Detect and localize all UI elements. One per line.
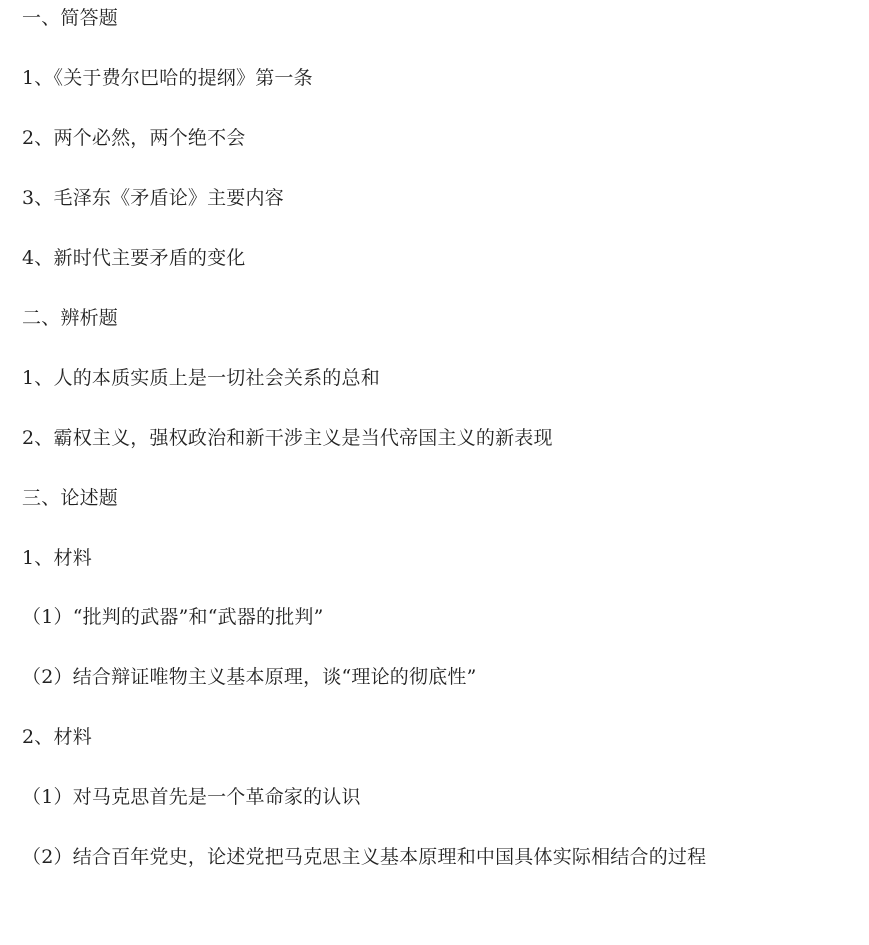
section-heading-short-answer: 一、简答题: [22, 7, 119, 29]
section-heading-analysis: 二、辨析题: [22, 307, 119, 329]
question-subpart: （1）“批判的武器”和“武器的批判”: [22, 606, 324, 628]
question-title: 1、材料: [22, 547, 92, 569]
question-item: 4、新时代主要矛盾的变化: [22, 247, 246, 269]
question-item: 1、《关于费尔巴哈的提纲》第一条: [22, 67, 313, 89]
question-subpart: （1）对马克思首先是一个革命家的认识: [22, 786, 361, 808]
question-subpart: （2）结合辩证唯物主义基本原理，谈“理论的彻底性”: [22, 666, 477, 688]
question-item: 2、霸权主义，强权政治和新干涉主义是当代帝国主义的新表现: [22, 427, 553, 449]
question-subpart: （2）结合百年党史，论述党把马克思主义基本原理和中国具体实际相结合的过程: [22, 846, 707, 868]
question-title: 2、材料: [22, 726, 92, 748]
question-item: 2、两个必然，两个绝不会: [22, 127, 246, 149]
section-heading-essay: 三、论述题: [22, 487, 119, 509]
question-item: 3、毛泽东《矛盾论》主要内容: [22, 187, 284, 209]
question-item: 1、人的本质实质上是一切社会关系的总和: [22, 367, 380, 389]
